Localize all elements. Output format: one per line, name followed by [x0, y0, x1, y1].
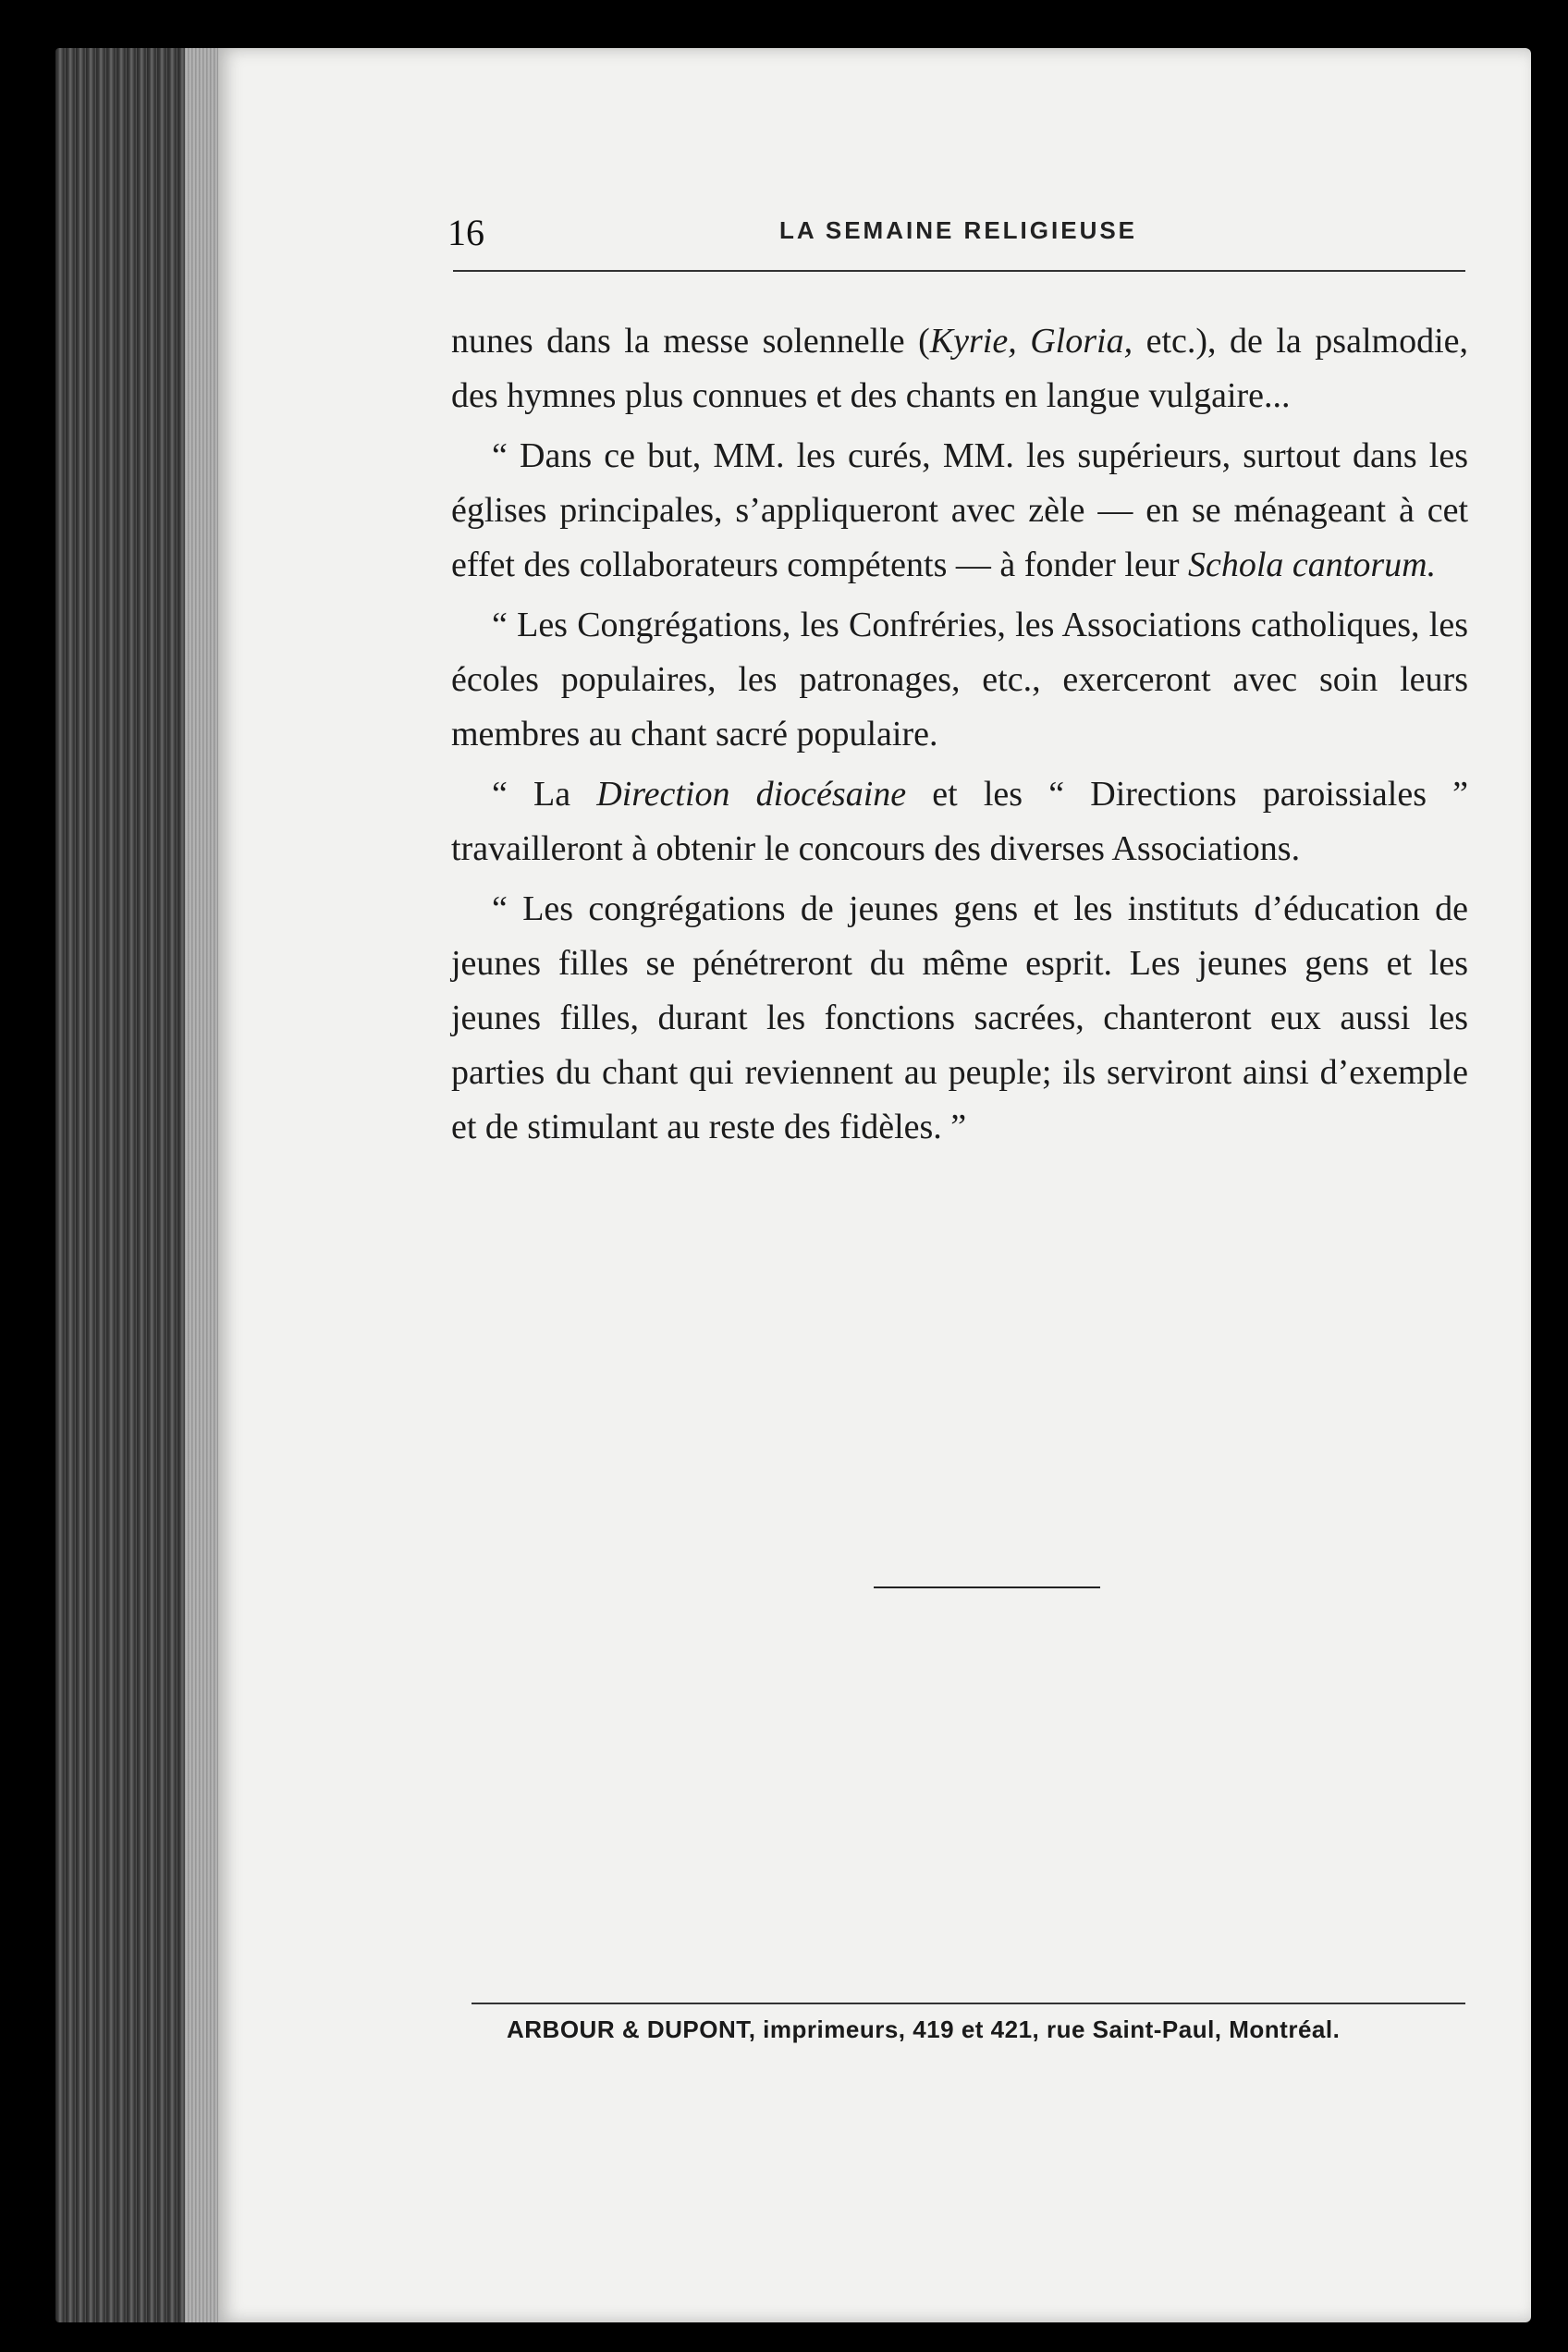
footer-rule — [472, 2003, 1465, 2004]
page-edges — [55, 48, 222, 2322]
body-text — [451, 314, 1468, 1160]
paragraph-2 — [451, 429, 1468, 593]
p2-text-a: “ Dans ce but, MM. les curés, MM. les supérieurs, surtout dans les églises principales, s’appliqueront avec zèle — en se ménageant à cet effet des collaborateurs compétents — à fonder leur — [451, 436, 1468, 584]
running-title: LA SEMAINE RELIGIEUSE — [778, 216, 1138, 244]
p1-italic: Kyrie, Gloria, — [929, 322, 1133, 361]
p2-italic: Schola cantorum. — [1187, 545, 1437, 584]
paragraph-1 — [451, 314, 1468, 423]
p4-text-a: “ La — [492, 775, 597, 814]
paragraph-5: “ Les congrégations de jeunes gens et les instituts d’éducation de jeunes filles se pénétreront du même esprit. Les jeunes gens et les jeunes filles, durant les fonctions sacrées, chanteront eux aussi les parties du chant qui reviennent au peuple; ils serviront ainsi d’exemple et de stimulant au reste des fidèles. ” — [451, 889, 1468, 1146]
p4-italic: Direction diocésaine — [596, 775, 907, 814]
paragraph-4 — [451, 767, 1468, 876]
p1-text-a: nunes dans la messe solennelle ( — [451, 322, 930, 361]
page-header — [447, 198, 1469, 263]
paragraph-3: “ Les Congrégations, les Confréries, les Associations catholiques, les écoles populaires, les patronages, etc., exerceront avec soin leurs membres au chant sacré populaire. — [451, 606, 1468, 753]
header-rule — [453, 270, 1465, 272]
page-number: 16 — [447, 212, 484, 253]
printer-imprint: ARBOUR & DUPONT, imprimeurs, 419 et 421, rue Saint-Paul, Montréal. — [507, 2015, 1341, 2043]
p1-text-c: etc.), de la psalmodie, des hymnes plus connues et des chants en langue vulgaire... — [451, 322, 1468, 415]
end-rule — [874, 1586, 1100, 1588]
p4-text-c: et les “ Directions paroissiales ” travailleront à obtenir le concours des diverses Associations. — [451, 775, 1468, 868]
